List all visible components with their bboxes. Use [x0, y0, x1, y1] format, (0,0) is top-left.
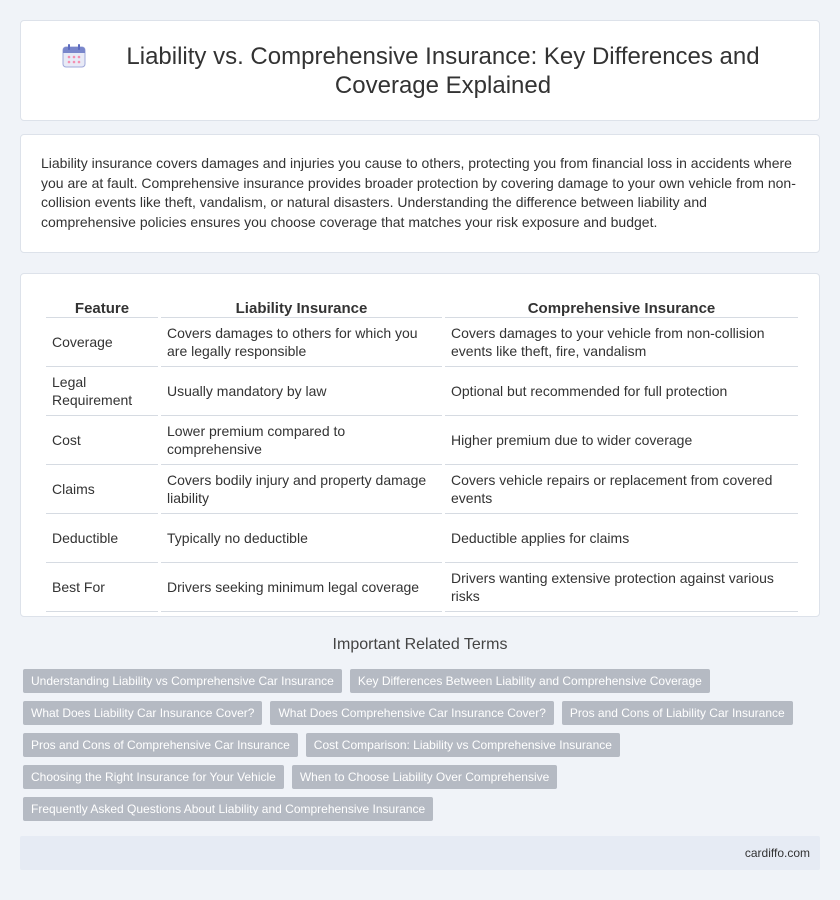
liability-cell: Covers bodily injury and property damage liability — [161, 465, 442, 514]
related-term-tag[interactable]: Cost Comparison: Liability vs Comprehensive Insurance — [306, 733, 620, 757]
comparison-table — [43, 296, 801, 612]
feature-cell: Cost — [46, 416, 158, 465]
feature-cell: Legal Requirement — [46, 367, 158, 416]
tag-row — [23, 701, 813, 725]
footer — [20, 836, 820, 870]
table-row — [46, 514, 798, 563]
related-term-tag[interactable]: Pros and Cons of Comprehensive Car Insurance — [23, 733, 298, 757]
header-liability: Liability Insurance — [161, 296, 442, 318]
tag-row — [23, 765, 813, 789]
footer-site-link[interactable]: cardiffo.com — [744, 846, 810, 860]
related-terms-title: Important Related Terms — [332, 636, 508, 653]
comprehensive-cell: Optional but recommended for full protection — [445, 367, 798, 416]
table-row — [46, 367, 798, 416]
feature-cell: Coverage — [46, 318, 158, 367]
liability-cell: Usually mandatory by law — [161, 367, 442, 416]
comprehensive-cell: Drivers wanting extensive protection against various risks — [445, 563, 798, 612]
tag-row — [23, 733, 813, 757]
title-wrap — [21, 21, 819, 120]
comprehensive-cell: Higher premium due to wider coverage — [445, 416, 798, 465]
related-terms-tags — [23, 669, 813, 829]
comprehensive-cell: Covers vehicle repairs or replacement from covered events — [445, 465, 798, 514]
liability-cell: Lower premium compared to comprehensive — [161, 416, 442, 465]
feature-cell: Deductible — [46, 514, 158, 563]
feature-cell: Claims — [46, 465, 158, 514]
related-term-tag[interactable]: When to Choose Liability Over Comprehensive — [292, 765, 557, 789]
header-feature: Feature — [46, 296, 158, 318]
related-term-tag[interactable]: Frequently Asked Questions About Liability and Comprehensive Insurance — [23, 797, 433, 821]
comprehensive-cell: Covers damages to your vehicle from non-collision events like theft, fire, vandalism — [445, 318, 798, 367]
liability-cell: Typically no deductible — [161, 514, 442, 563]
header-comprehensive: Comprehensive Insurance — [445, 296, 798, 318]
intro-card — [20, 134, 820, 253]
feature-cell: Best For — [46, 563, 158, 612]
liability-cell: Drivers seeking minimum legal coverage — [161, 563, 442, 612]
related-term-tag[interactable]: What Does Comprehensive Car Insurance Cover? — [270, 701, 553, 725]
table-row — [46, 465, 798, 514]
table-row — [46, 416, 798, 465]
table-header-row — [46, 296, 798, 318]
related-term-tag[interactable]: Key Differences Between Liability and Comprehensive Coverage — [350, 669, 710, 693]
related-term-tag[interactable]: Choosing the Right Insurance for Your Vehicle — [23, 765, 284, 789]
page-title: Liability vs. Comprehensive Insurance: Key Differences and Coverage Explained — [126, 42, 760, 99]
calendar-icon — [61, 43, 87, 69]
related-term-tag[interactable]: Understanding Liability vs Comprehensive Car Insurance — [23, 669, 342, 693]
intro-paragraph: Liability insurance covers damages and injuries you cause to others, protecting you from financial loss in accidents where you are at fault. Comprehensive insurance provides broader protection by covering damage to your own vehicle from non-collision events like theft, vandalism, or natural disasters. Understanding the difference between liability and comprehensive policies ensures you choose coverage that matches your risk exposure and budget. — [41, 155, 796, 230]
tag-row — [23, 797, 813, 821]
table-row — [46, 318, 798, 367]
related-term-tag[interactable]: What Does Liability Car Insurance Cover? — [23, 701, 262, 725]
title-card — [20, 20, 820, 121]
comparison-table-card — [20, 273, 820, 617]
tag-row — [23, 669, 813, 693]
comprehensive-cell: Deductible applies for claims — [445, 514, 798, 563]
related-term-tag[interactable]: Pros and Cons of Liability Car Insurance — [562, 701, 793, 725]
liability-cell: Covers damages to others for which you are legally responsible — [161, 318, 442, 367]
table-row — [46, 563, 798, 612]
